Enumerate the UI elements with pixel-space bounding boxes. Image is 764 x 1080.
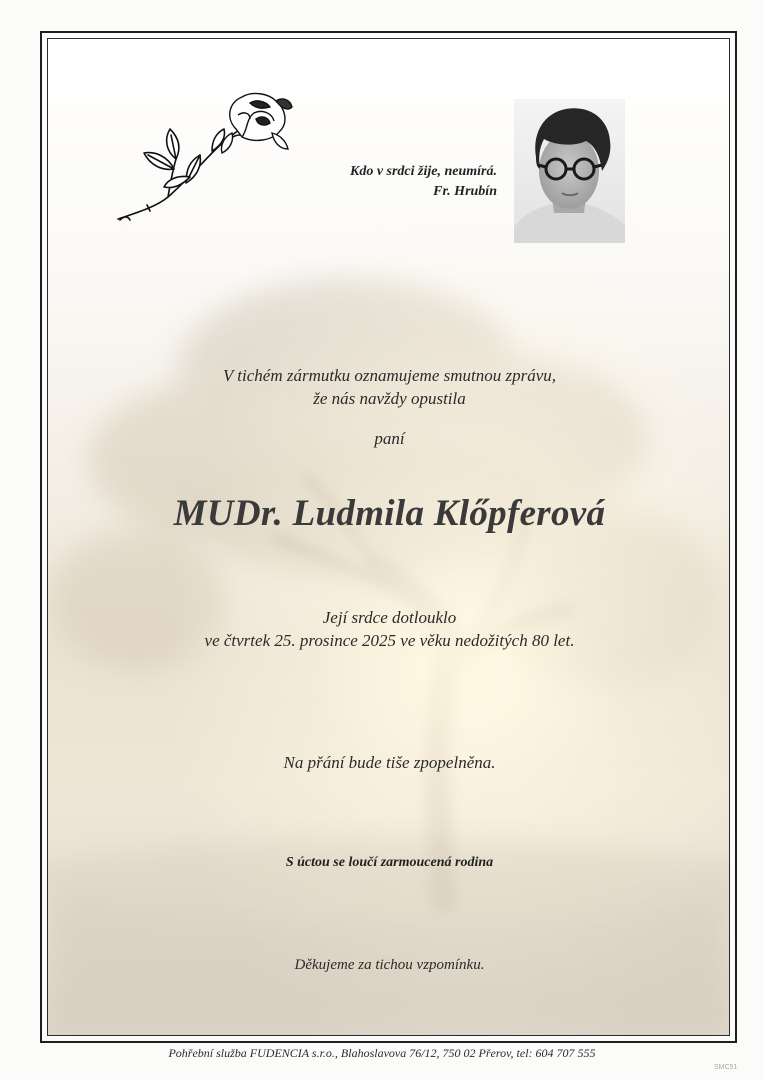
funeral-service-footer: Pohřební služba FUDENCIA s.r.o., Blahoslavova 76/12, 750 02 Přerov, tel: 604 707 555 (168, 1046, 596, 1060)
intro-line-1: V tichém zármutku oznamujeme smutnou zprávu, (222, 366, 557, 385)
death-info (48, 606, 730, 652)
deceased-name: MUDr. Ludmila Klőpferová (173, 493, 606, 534)
salutation: paní (374, 429, 405, 448)
intro-line-2: že nás navždy opustila (313, 389, 466, 408)
corner-code: SMC51 (714, 1064, 738, 1071)
portrait-photo (514, 99, 625, 243)
death-line-1: Její srdce dotlouklo (322, 608, 457, 627)
family-farewell: S úctou se loučí zarmoucená rodina (285, 855, 494, 870)
quote-text: Kdo v srdci žije, neumírá. (349, 164, 497, 179)
announcement-intro (48, 364, 730, 410)
quote-author: Fr. Hrubín (433, 184, 497, 199)
death-line-2: ve čtvrtek 25. prosince 2025 ve věku nedožitých 80 let. (204, 631, 575, 650)
cremation-note: Na přání bude tiše zpopelněna. (283, 753, 496, 772)
quote (350, 162, 497, 202)
rose-icon (116, 89, 294, 225)
thanks-note: Děkujeme za tichou vzpomínku. (294, 957, 485, 973)
card-frame (47, 38, 730, 1036)
